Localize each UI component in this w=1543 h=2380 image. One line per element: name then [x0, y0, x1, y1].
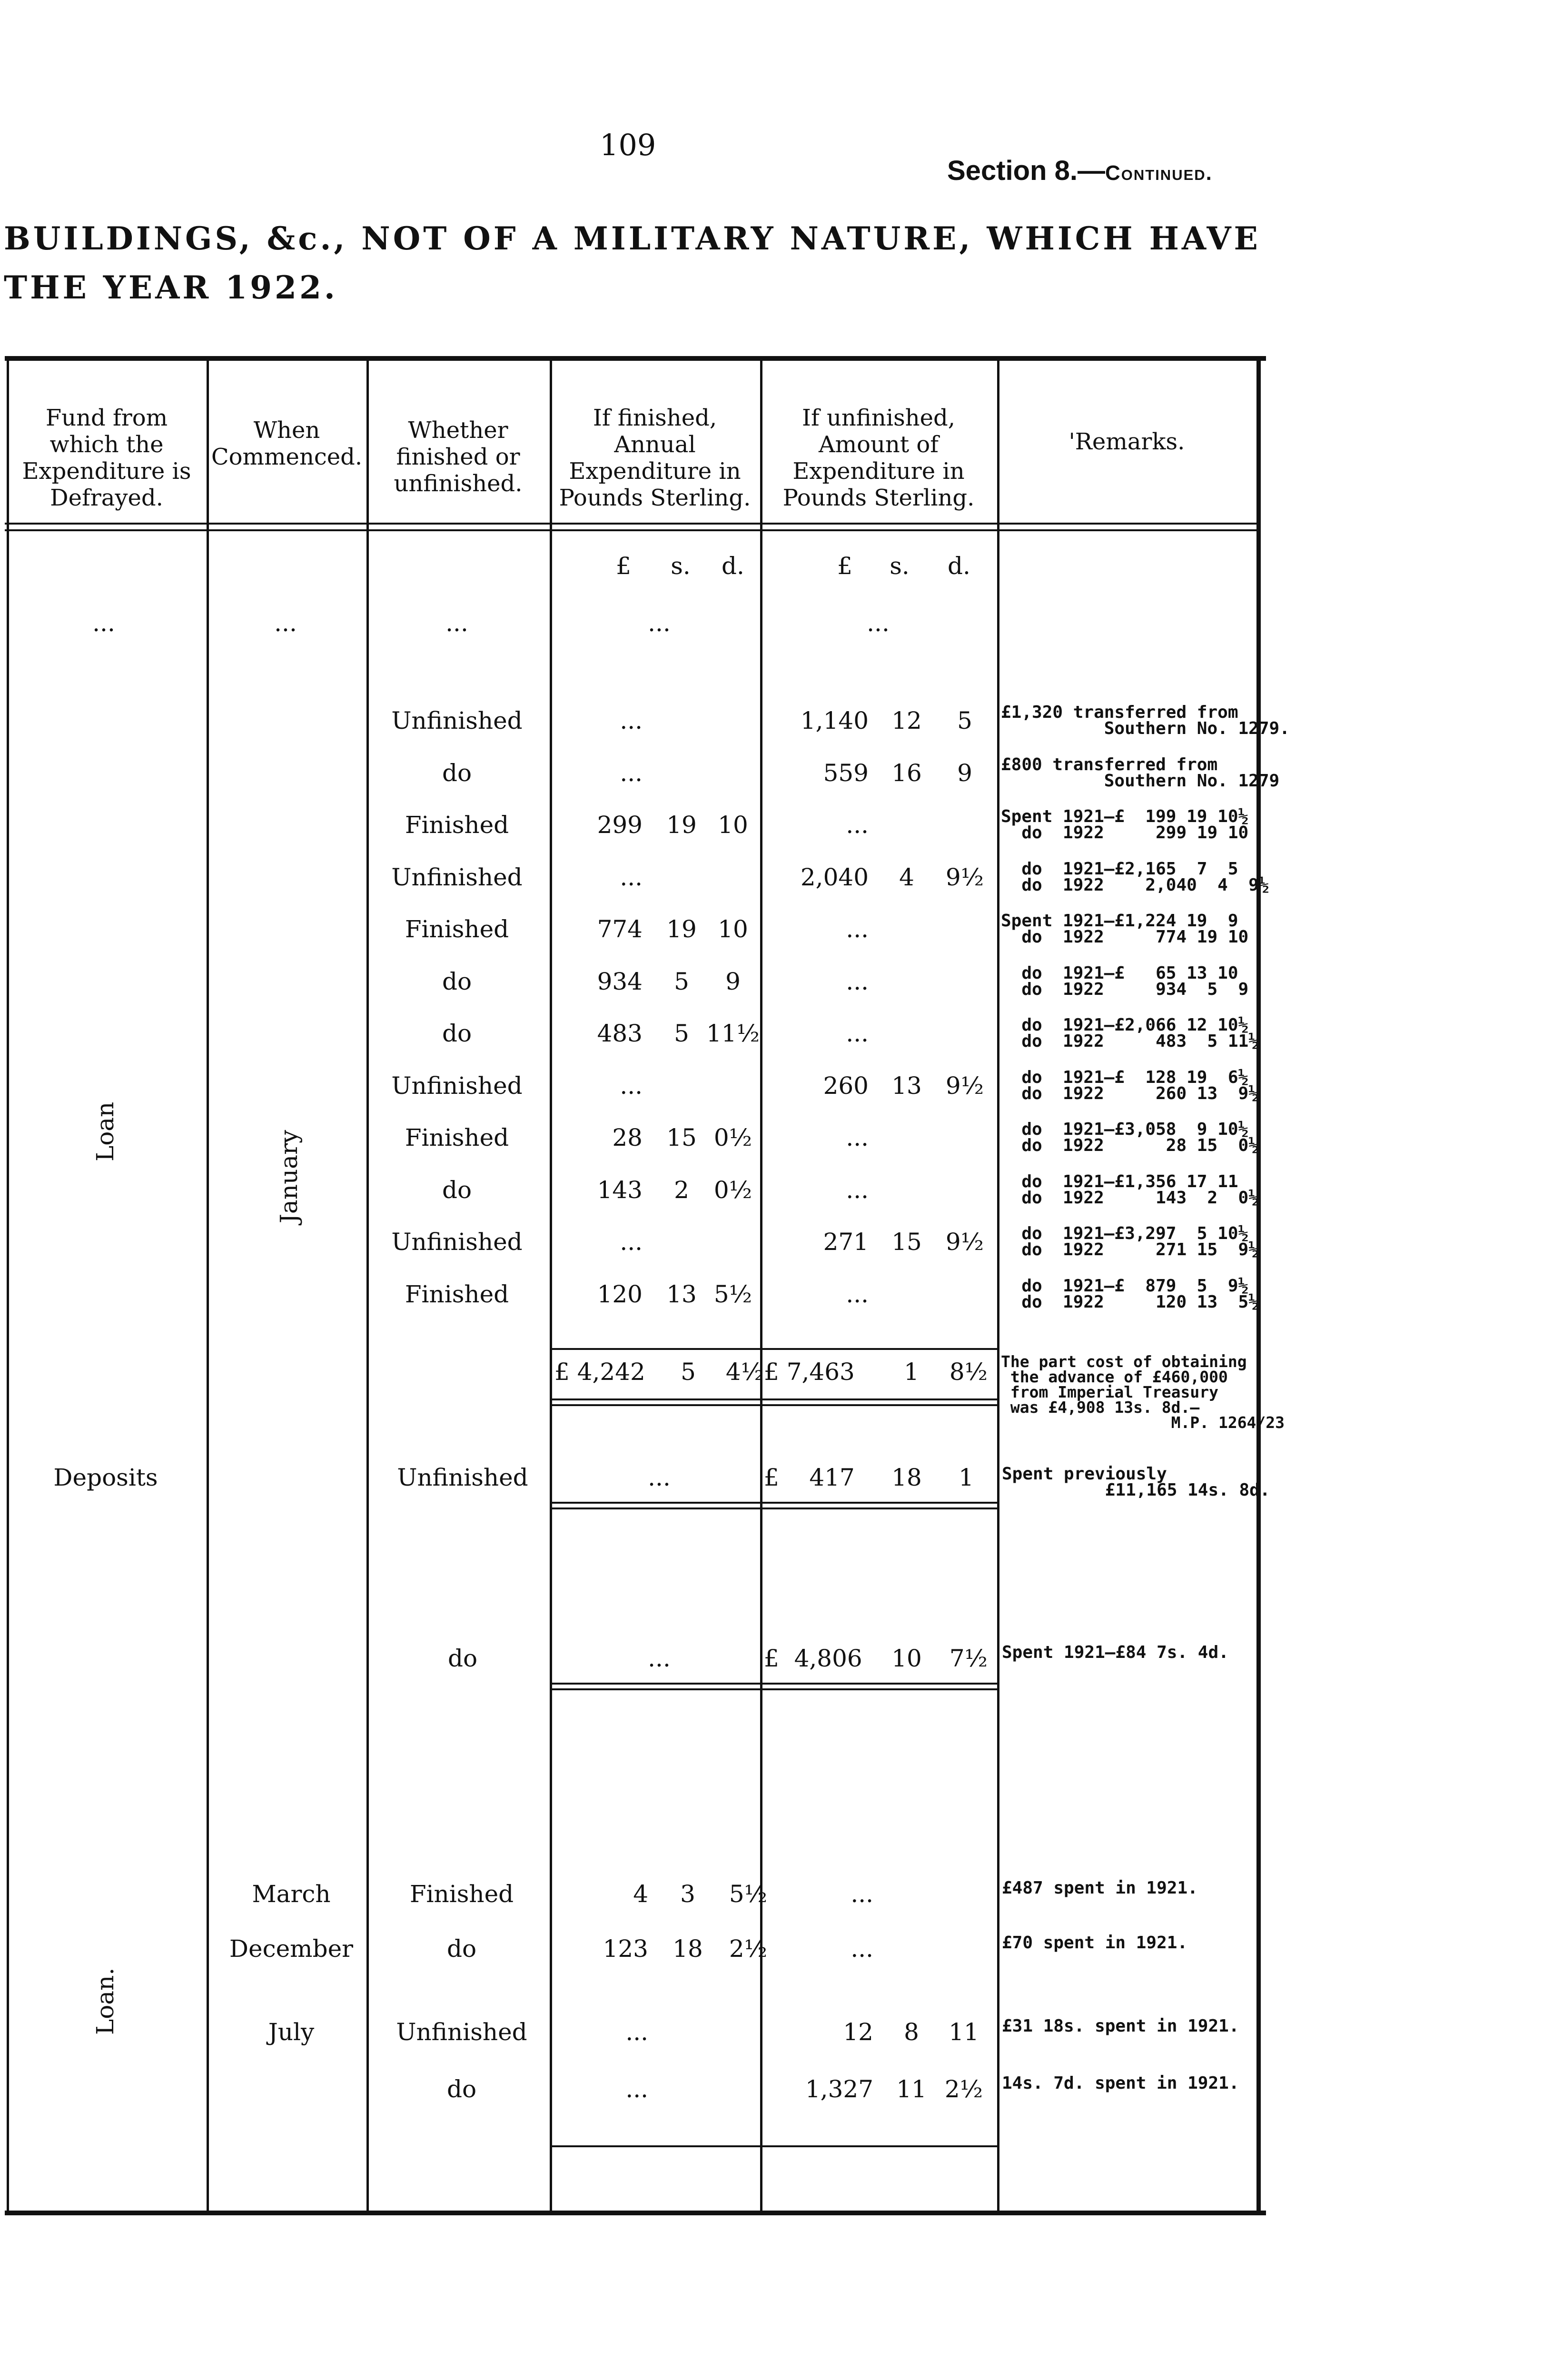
- lower-row-remark: £31 18s. spent in 1921.: [1002, 2016, 1239, 2036]
- group-january: January: [275, 1130, 303, 1223]
- row-unfinished-shillings: 13: [891, 1072, 922, 1100]
- do-row-unf-pence: 7½: [949, 1645, 988, 1672]
- group-loan-1: Loan: [91, 1101, 119, 1161]
- row-remark-line-2: Southern No. 1279: [1001, 771, 1280, 791]
- page-number: 109: [600, 128, 656, 162]
- lower-row-finished-pence: 2½: [729, 1935, 768, 1963]
- total-finished-pounds: £ 4,242: [554, 1358, 645, 1386]
- group-deposits: Deposits: [53, 1464, 158, 1491]
- row-remark-line-1: do 1921—£ 879 5 9½: [1001, 1276, 1249, 1296]
- row-status: Unfinished: [391, 1228, 523, 1256]
- row-finished-pence: 5½: [713, 1280, 752, 1308]
- group-loan-2: Loan.: [91, 1967, 119, 2035]
- unf-shilling-header: s.: [890, 552, 910, 580]
- lower-row-unfinished-pounds: ...: [851, 1935, 873, 1963]
- row-unfinished-pounds: 559: [823, 759, 869, 787]
- row-finished-shillings: 15: [666, 1124, 697, 1151]
- lower-row-finished-pounds: 123: [603, 1935, 648, 1963]
- header-whether: Whether finished or unfinished.: [394, 417, 523, 497]
- row-finished-pence: 9: [725, 968, 741, 995]
- lower-row-remark: £70 spent in 1921.: [1002, 1933, 1188, 1953]
- row-finished-pounds: 299: [597, 811, 643, 839]
- row-unfinished-pounds: ...: [846, 811, 869, 839]
- lower-row-unfinished-pence: 11: [949, 2018, 979, 2046]
- lower-row-unfinished-pounds: 12: [843, 2018, 873, 2046]
- heading-line-2: THE YEAR 1922.: [4, 269, 338, 306]
- row-finished-shillings: 5: [674, 1020, 689, 1047]
- deposits-finished: ...: [648, 1464, 671, 1491]
- row-finished-pence: 11½: [706, 1020, 760, 1047]
- row-finished-shillings: 13: [666, 1280, 697, 1308]
- row-remark-line-2: do 1922 299 19 10: [1001, 823, 1249, 843]
- lower-row-finished-pounds: 4: [633, 1880, 648, 1908]
- total-remark: The part cost of obtaining the advance of £460,000 from Imperial Treasury was £4,908 13s. 8d.— M.P. 1264/23: [1001, 1352, 1285, 1432]
- row-remark-line-2: do 1922 143 2 0½: [1001, 1188, 1259, 1208]
- fin-pound-header: £: [616, 552, 631, 580]
- row-remark-line-1: do 1921—£3,058 9 10½: [1001, 1120, 1249, 1139]
- lower-row-finished-shillings: 3: [680, 1880, 695, 1908]
- row-unfinished-pounds: ...: [846, 1280, 869, 1308]
- lower-row-finished-pounds: ...: [625, 2018, 648, 2046]
- section-label: [947, 155, 1213, 187]
- header-unfinished: If unfinished, Amount of Expenditure in Pounds Sterling.: [782, 405, 975, 511]
- ellipsis-fund: ...: [92, 609, 115, 637]
- fin-pence-header: d.: [722, 552, 744, 580]
- lower-row-finished-pounds: ...: [625, 2075, 648, 2103]
- row-unfinished-shillings: 12: [891, 707, 922, 734]
- deposits-unf-pence: 1: [959, 1464, 974, 1491]
- row-status: do: [442, 1176, 472, 1204]
- row-remark-line-1: do 1921—£ 65 13 10: [1001, 963, 1238, 983]
- row-finished-pounds: 934: [597, 968, 643, 995]
- total-finished-shillings: 5: [681, 1358, 696, 1386]
- ellipsis-unfinished: ...: [867, 609, 890, 637]
- heading-line-1: BUILDINGS, &c., NOT OF A MILITARY NATURE, WHICH HAVE: [4, 220, 1261, 257]
- row-unfinished-pounds: ...: [846, 1176, 869, 1204]
- section-title: Section 8.—: [947, 155, 1105, 186]
- lower-row-finished-shillings: 18: [673, 1935, 703, 1963]
- row-finished-shillings: 19: [666, 811, 697, 839]
- row-remark-line-2: do 1922 120 13 5½: [1001, 1292, 1259, 1312]
- row-remark-line-1: do 1921—£3,297 5 10½: [1001, 1224, 1249, 1243]
- row-remark-line-1: do 1921—£1,356 17 11: [1001, 1172, 1238, 1191]
- row-unfinished-shillings: 4: [899, 863, 914, 891]
- row-remark-line-2: do 1922 483 5 11½: [1001, 1031, 1259, 1051]
- row-finished-pounds: 28: [612, 1124, 643, 1151]
- row-remark-line-2: do 1922 28 15 0½: [1001, 1136, 1259, 1155]
- row-finished-pounds: 143: [597, 1176, 643, 1204]
- header-remarks: 'Remarks.: [1068, 428, 1185, 455]
- deposits-remark-1: Spent previously: [1002, 1464, 1167, 1484]
- row-finished-pounds: ...: [620, 863, 643, 891]
- ellipsis-whether: ...: [445, 609, 468, 637]
- row-finished-pounds: ...: [620, 759, 643, 787]
- row-remark-line-1: do 1921—£2,066 12 10½: [1001, 1015, 1249, 1035]
- row-finished-pounds: 120: [597, 1280, 643, 1308]
- row-unfinished-pounds: 1,140: [800, 707, 869, 734]
- row-remark-line-2: Southern No. 1279.: [1001, 719, 1290, 738]
- lower-row-status: Finished: [409, 1880, 514, 1908]
- total-unfinished-pence: 8½: [949, 1358, 988, 1386]
- row-unfinished-pounds: 2,040: [800, 863, 869, 891]
- lower-row-status: do: [446, 2075, 477, 2103]
- row-unfinished-pence: 9½: [945, 863, 984, 891]
- row-finished-pence: 0½: [713, 1176, 752, 1204]
- row-remark-line-2: do 1922 271 15 9½: [1001, 1240, 1259, 1259]
- header-when: When Commenced.: [211, 417, 363, 470]
- row-remark-line-1: £1,320 transferred from: [1001, 703, 1238, 722]
- row-finished-pence: 10: [718, 811, 748, 839]
- lower-row-when: July: [268, 2018, 315, 2046]
- lower-row-unfinished-pence: 2½: [944, 2075, 983, 2103]
- total-finished-pence: 4½: [725, 1358, 764, 1386]
- fin-shilling-header: s.: [671, 552, 691, 580]
- row-status: Unfinished: [391, 707, 523, 734]
- row-finished-shillings: 5: [674, 968, 689, 995]
- row-finished-pounds: ...: [620, 707, 643, 734]
- row-finished-shillings: 19: [666, 915, 697, 943]
- row-status: Finished: [405, 915, 509, 943]
- lower-row-status: do: [446, 1935, 477, 1963]
- lower-row-unfinished-shillings: 8: [904, 2018, 919, 2046]
- row-finished-pounds: 483: [597, 1020, 643, 1047]
- row-unfinished-pence: 9: [957, 759, 972, 787]
- row-status: do: [442, 968, 472, 995]
- row-unfinished-shillings: 15: [891, 1228, 922, 1256]
- section-continued: Continued.: [1105, 161, 1213, 185]
- row-unfinished-shillings: 16: [891, 759, 922, 787]
- row-status: Finished: [405, 1124, 509, 1151]
- deposits-unf-pounds: £ 417: [764, 1464, 855, 1491]
- row-remark-line-2: do 1922 2,040 4 9½: [1001, 875, 1269, 895]
- header-finished: If finished, Annual Expenditure in Pounds Sterling.: [559, 405, 751, 511]
- row-finished-pounds: 774: [597, 915, 643, 943]
- lower-row-when: March: [252, 1880, 331, 1908]
- row-unfinished-pence: 5: [957, 707, 972, 734]
- row-finished-pounds: ...: [620, 1228, 643, 1256]
- row-finished-pounds: ...: [620, 1072, 643, 1100]
- row-status: do: [442, 759, 472, 787]
- row-finished-pence: 0½: [713, 1124, 752, 1151]
- row-remark-line-1: Spent 1921—£ 199 19 10½: [1001, 807, 1249, 826]
- row-unfinished-pounds: ...: [846, 968, 869, 995]
- row-unfinished-pounds: 271: [823, 1228, 869, 1256]
- row-remark-line-2: do 1922 260 13 9½: [1001, 1084, 1259, 1103]
- row-remark-line-2: do 1922 774 19 10: [1001, 927, 1249, 947]
- row-unfinished-pounds: ...: [846, 1020, 869, 1047]
- deposits-unf-shillings: 18: [891, 1464, 922, 1491]
- row-status: do: [442, 1020, 472, 1047]
- do-row-finished: ...: [648, 1645, 671, 1672]
- lower-row-unfinished-pounds: ...: [851, 1880, 873, 1908]
- lower-row-remark: 14s. 7d. spent in 1921.: [1002, 2073, 1239, 2093]
- row-status: Finished: [405, 1280, 509, 1308]
- total-unfinished-shillings: 1: [904, 1358, 919, 1386]
- row-status: Unfinished: [391, 863, 523, 891]
- do-row-remark: Spent 1921—£84 7s. 4d.: [1002, 1643, 1229, 1662]
- ellipsis-finished: ...: [648, 609, 671, 637]
- row-unfinished-pounds: ...: [846, 1124, 869, 1151]
- lower-row-when: December: [229, 1935, 354, 1963]
- row-remark-line-1: £800 transferred from: [1001, 755, 1218, 774]
- do-row-unf-pounds: £ 4,806: [764, 1645, 862, 1672]
- lower-row-unfinished-shillings: 11: [896, 2075, 927, 2103]
- row-unfinished-pence: 9½: [945, 1072, 984, 1100]
- row-status: Unfinished: [391, 1072, 523, 1100]
- do-row-unf-shillings: 10: [891, 1645, 922, 1672]
- unf-pound-header: £: [837, 552, 852, 580]
- row-status: Finished: [405, 811, 509, 839]
- unf-pence-header: d.: [948, 552, 970, 580]
- row-unfinished-pounds: 260: [823, 1072, 869, 1100]
- lower-row-status: Unfinished: [396, 2018, 527, 2046]
- ellipsis-when: ...: [274, 609, 297, 637]
- deposits-status: Unfinished: [397, 1464, 528, 1491]
- row-remark-line-2: do 1922 934 5 9: [1001, 980, 1249, 999]
- row-unfinished-pence: 9½: [945, 1228, 984, 1256]
- row-remark-line-1: do 1921—£2,165 7 5: [1001, 859, 1238, 879]
- lower-row-unfinished-pounds: 1,327: [805, 2075, 873, 2103]
- row-finished-shillings: 2: [674, 1176, 689, 1204]
- deposits-remark-2: £11,165 14s. 8d.: [1002, 1480, 1270, 1500]
- row-finished-pence: 10: [718, 915, 748, 943]
- lower-row-finished-pence: 5½: [729, 1880, 768, 1908]
- total-unfinished-pounds: £ 7,463: [764, 1358, 855, 1386]
- lower-row-remark: £487 spent in 1921.: [1002, 1878, 1198, 1898]
- header-fund: Fund from which the Expenditure is Defrayed.: [22, 405, 191, 511]
- row-unfinished-pounds: ...: [846, 915, 869, 943]
- row-remark-line-1: do 1921—£ 128 19 6½: [1001, 1068, 1249, 1087]
- do-row-status: do: [447, 1645, 478, 1672]
- row-remark-line-1: Spent 1921—£1,224 19 9: [1001, 911, 1238, 931]
